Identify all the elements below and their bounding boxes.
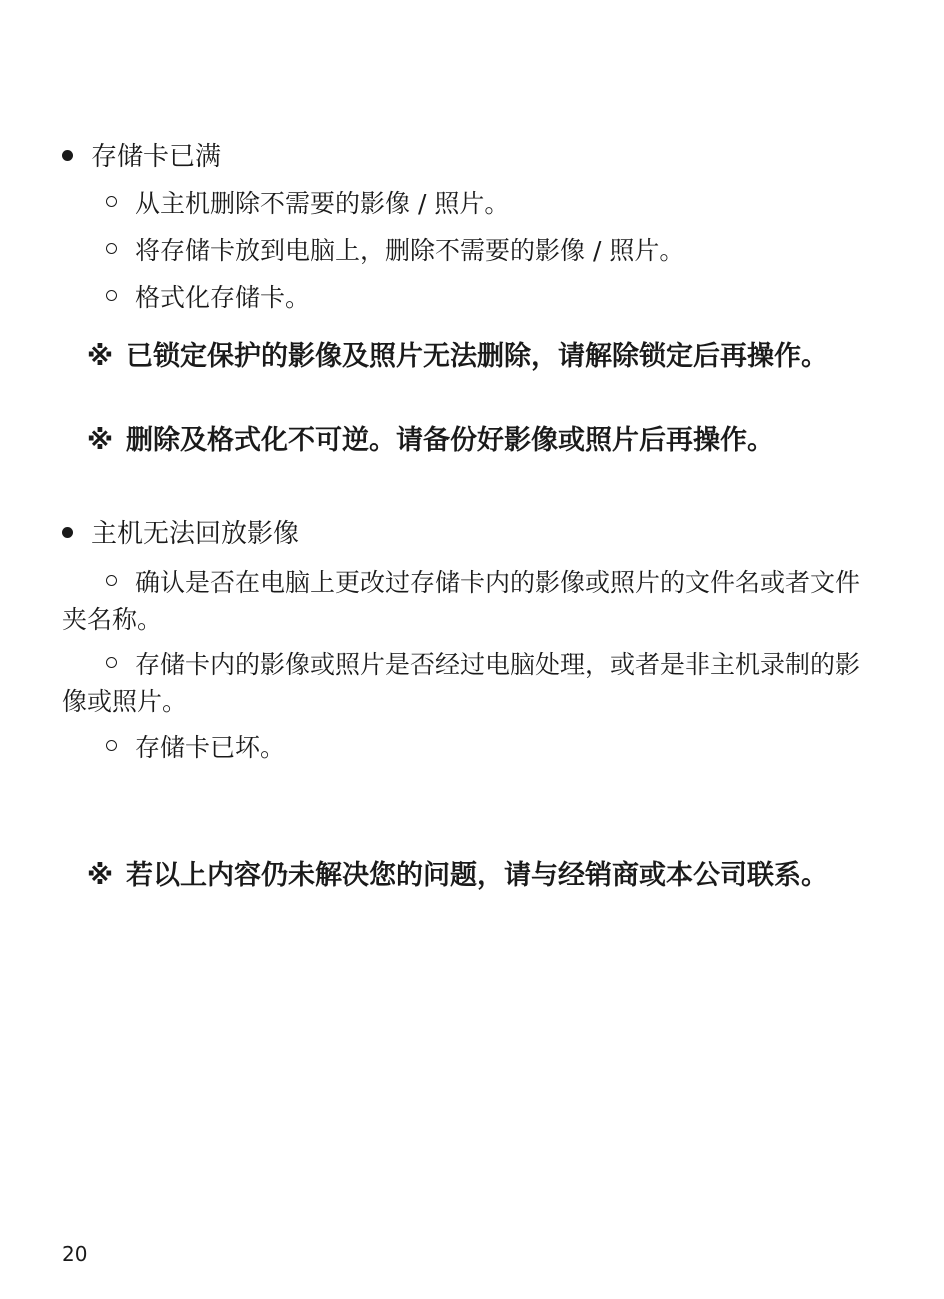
list-item-text: 存储卡内的影像或照片是否经过电脑处理，或者是非主机录制的影像或照片。: [62, 650, 861, 716]
reference-mark: ※: [86, 341, 114, 372]
list-item-text: 从主机删除不需要的影像 / 照片。: [135, 189, 510, 218]
circle-bullet-icon: [106, 290, 117, 301]
reference-mark: ※: [86, 860, 114, 891]
reference-mark: ※: [86, 425, 114, 456]
list-item-text: 确认是否在电脑上更改过存储卡内的影像或照片的文件名或者文件夹名称。: [62, 568, 861, 634]
list-item: [106, 236, 684, 266]
circle-bullet-icon: [106, 740, 117, 751]
bullet-icon: [62, 150, 73, 161]
circle-bullet-icon: [106, 196, 117, 207]
list-item: [106, 283, 310, 313]
bullet-icon: [62, 527, 73, 538]
note-irreversible: [62, 422, 882, 459]
list-item-text: 存储卡已坏。: [135, 733, 286, 762]
heading-text: 存储卡已满: [91, 142, 222, 172]
list-item-text: 将存储卡放到电脑上，删除不需要的影像 / 照片。: [135, 236, 685, 265]
list-item: [62, 564, 882, 638]
list-item: [106, 733, 285, 763]
note-locked-protection: [62, 338, 882, 375]
list-item: [62, 646, 882, 720]
section-heading-card-full: [62, 142, 221, 172]
heading-text: 主机无法回放影像: [91, 519, 300, 549]
circle-bullet-icon: [106, 243, 117, 254]
list-item-text: 格式化存储卡。: [135, 283, 311, 312]
note-text: 删除及格式化不可逆。请备份好影像或照片后再操作。: [126, 425, 774, 456]
note-contact-dealer: [62, 857, 882, 894]
circle-bullet-icon: [106, 657, 117, 668]
section-heading-cannot-play: [62, 519, 299, 549]
note-text: 若以上内容仍未解决您的问题，请与经销商或本公司联系。: [126, 860, 828, 891]
note-text: 已锁定保护的影像及照片无法删除，请解除锁定后再操作。: [126, 341, 828, 372]
page-number: 20: [62, 1242, 88, 1266]
list-item: [106, 189, 509, 219]
circle-bullet-icon: [106, 575, 117, 586]
